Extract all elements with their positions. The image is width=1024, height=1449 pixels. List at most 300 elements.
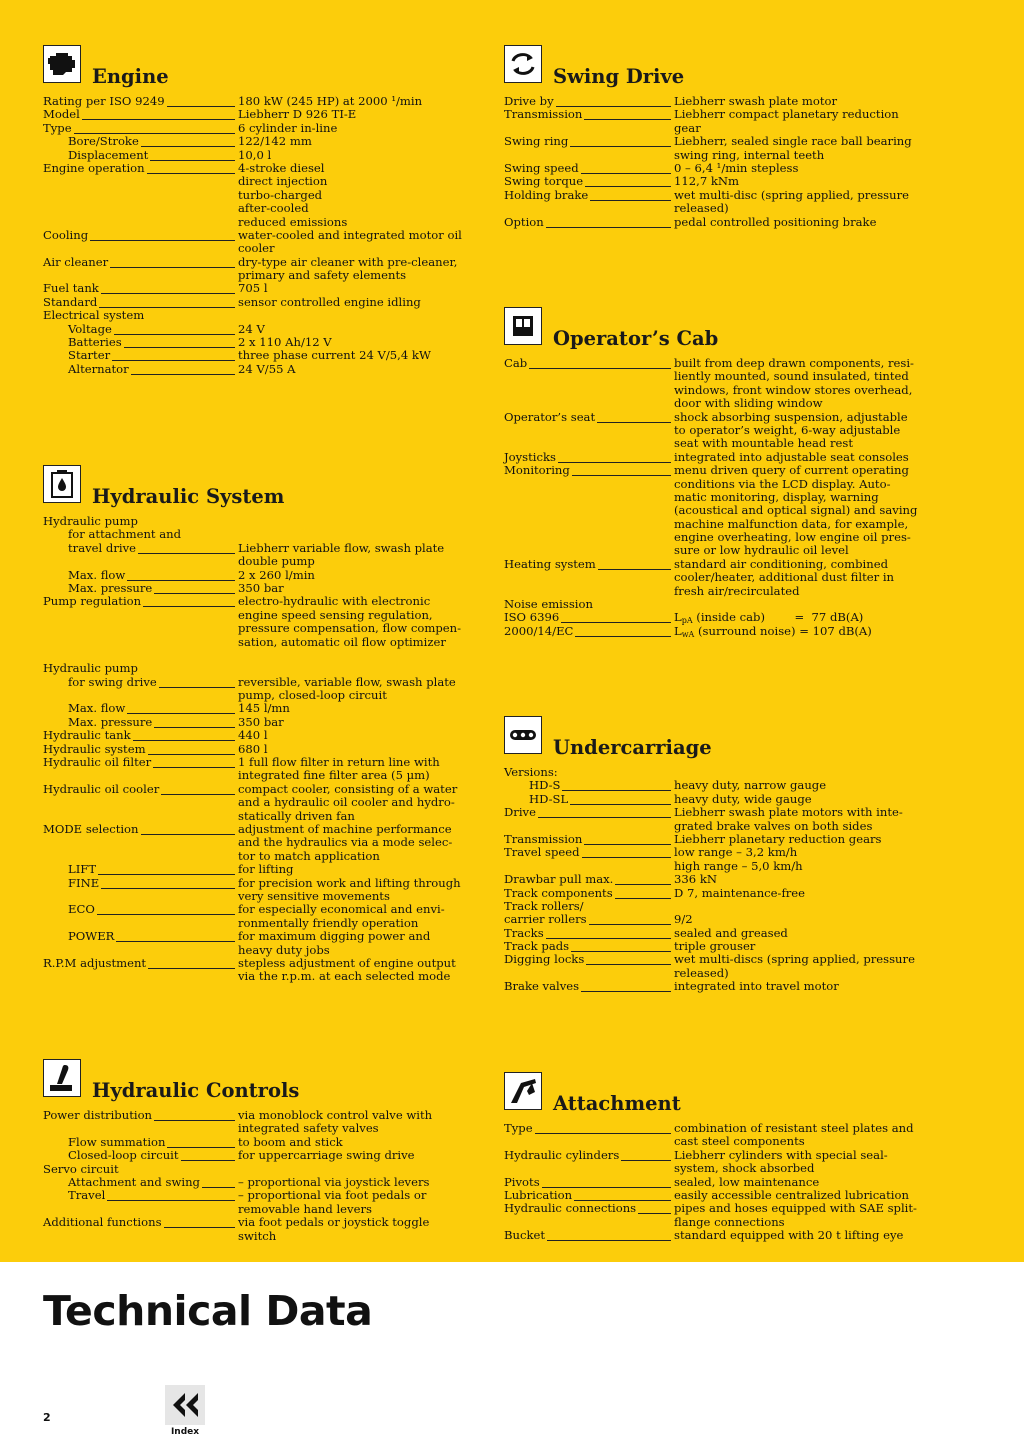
spec-label: Versions: [504, 765, 558, 779]
spec-label: Drive [504, 805, 536, 820]
spec-label: Transmission [504, 107, 583, 122]
spec-value-text: integrated fine filter area (5 µm) [238, 768, 430, 783]
spec-value [238, 269, 406, 282]
spec-value-text: for especially economical and envi- [238, 902, 445, 917]
page-number: 2 [43, 1411, 51, 1424]
spec-value [674, 1149, 888, 1162]
spec-label: travel drive [68, 540, 137, 555]
spec-label: Power distribution [43, 1108, 153, 1122]
spec-value [238, 729, 268, 742]
spec-value-text: seat with mountable head rest [674, 436, 854, 451]
spec-label: Displacement [68, 147, 149, 162]
spec-value [674, 397, 823, 410]
spec-value-text: and the hydraulics via a mode selec- [238, 835, 453, 850]
spec-value [238, 582, 284, 595]
spec-value [674, 793, 812, 806]
spec-value-text: 145 l/mn [238, 701, 290, 716]
page-title: Technical Data [43, 1287, 373, 1335]
spec-label: Additional functions [43, 1215, 162, 1230]
spec-value-text: Liebherr variable flow, swash plate [238, 540, 445, 555]
spec-label: Starter [68, 348, 111, 363]
spec-value-text: water-cooled and integrated motor oil [238, 227, 462, 242]
spec-label: Option [504, 214, 544, 229]
spec-value-text: cast steel components [674, 1134, 805, 1149]
spec-value [238, 1176, 429, 1189]
spec-label: HD-SL [529, 791, 569, 806]
spec-value [238, 890, 390, 903]
spec-value-text: dry-type air cleaner with pre-cleaner, [238, 254, 458, 269]
spec-value [674, 860, 803, 873]
spec-value [674, 1135, 805, 1148]
spec-value-text: 336 kN [674, 872, 717, 887]
spec-value-text: for uppercarriage swing drive [238, 1148, 415, 1163]
spec-value [674, 1162, 814, 1175]
spec-value-text: fresh air/recirculated [674, 583, 800, 598]
spec-label: Pivots [504, 1174, 540, 1189]
spec-value [238, 349, 431, 362]
spec-value-text: low range – 3,2 km/h [674, 845, 798, 860]
spec-value-text: to operator’s weight, 6-way adjustable [674, 422, 901, 437]
spec-value [238, 823, 452, 836]
spec-value [674, 913, 693, 926]
spec-value [238, 1149, 415, 1162]
spec-label: Hydraulic tank [43, 728, 131, 743]
spec-value [238, 216, 347, 229]
spec-value-text: triple grouser [674, 939, 756, 954]
spec-value-text: 1 full flow filter in return line with [238, 755, 440, 770]
spec-value-text: 0 – 6,4 ¹/min stepless [674, 160, 799, 175]
spec-value-text: 4-stroke diesel [238, 160, 325, 175]
spec-value-text: 2 x 110 Ah/12 V [238, 335, 332, 350]
spec-value [674, 357, 914, 370]
spec-value-text: switch [238, 1228, 277, 1243]
spec-label: Hydraulic oil cooler [43, 781, 160, 796]
spec-value-text: sealed, low maintenance [674, 1174, 820, 1189]
spec-value [238, 957, 456, 970]
spec-value [238, 944, 330, 957]
spec-label: Hydraulic pump [43, 661, 138, 676]
spec-value [238, 323, 265, 336]
spec-label: Closed-loop circuit [68, 1148, 179, 1163]
spec-value-text: 680 l [238, 741, 268, 756]
spec-value [674, 887, 805, 900]
spec-label: Transmission [504, 831, 583, 846]
spec-value-text: sensor controlled engine idling [238, 294, 421, 309]
spec-value-text: ronmentally friendly operation [238, 915, 419, 930]
spec-value-text: 24 V [238, 321, 265, 336]
spec-label: LIFT [68, 862, 97, 877]
spec-value-text: statically driven fan [238, 808, 355, 823]
spec-value [674, 370, 909, 383]
spec-value [238, 877, 461, 890]
spec-value [238, 636, 446, 649]
spec-value [674, 189, 909, 202]
spec-label: Swing ring [504, 134, 569, 149]
spec-label: Joysticks [504, 449, 556, 464]
spec-value-text: released) [674, 965, 729, 980]
spec-label: Fuel tank [43, 281, 99, 296]
spec-value-text: 6 cylinder in-line [238, 120, 338, 135]
spec-value-text: matic monitoring, display, warning [674, 489, 879, 504]
spec-value-text: via monoblock control valve with [238, 1108, 433, 1122]
section-title: Attachment [553, 1092, 681, 1115]
spec-label: Track rollers/ [504, 898, 584, 913]
spec-value-text: direct injection [238, 174, 328, 189]
spec-value-text: pressure compensation, flow compen- [238, 621, 461, 636]
spec-value [238, 282, 268, 295]
spec-value-text: to boom and stick [238, 1134, 343, 1149]
spec-value-text: 10,0 l [238, 147, 272, 162]
spec-label: Swing speed [504, 160, 579, 175]
spec-value-text: sation, automatic oil flow optimizer [238, 634, 446, 649]
spec-value [674, 531, 911, 544]
spec-value-text: Liebherr D 926 TI-E [238, 107, 357, 122]
spec-value-text: sure or low hydraulic oil level [674, 543, 849, 558]
spec-value-text: pedal controlled positioning brake [674, 214, 877, 229]
spec-label: Flow summation [68, 1134, 166, 1149]
spec-label: Brake valves [504, 979, 580, 994]
spec-label: Drawbar pull max. [504, 872, 614, 887]
spec-value-text: and a hydraulic oil cooler and hydro- [238, 795, 455, 810]
spec-value [238, 836, 452, 849]
spec-value [674, 424, 900, 437]
spec-value-text: electro-hydraulic with electronic [238, 594, 431, 609]
spec-value-text: gear [674, 120, 701, 135]
spec-value [674, 504, 917, 517]
spec-value [238, 622, 461, 635]
spec-value-text: via foot pedals or joystick toggle [238, 1215, 430, 1230]
spec-label: Max. pressure [68, 580, 153, 595]
spec-value [238, 555, 315, 568]
spec-value-text: 180 kW (245 HP) at 2000 ¹/min [238, 94, 423, 108]
section-title: Engine [92, 65, 169, 88]
spec-value-text: turbo-charged [238, 187, 323, 202]
spec-value-text: 350 bar [238, 714, 284, 729]
spec-value [238, 296, 421, 309]
spec-label: Pump regulation [43, 594, 142, 609]
spec-value-text: engine overheating, low engine oil pres- [674, 530, 911, 545]
spec-value [674, 1189, 909, 1202]
spec-value-text: grated brake valves on both sides [674, 818, 873, 833]
spec-label: Model [43, 107, 80, 122]
spec-value-text: Liebherr cylinders with special seal- [674, 1147, 888, 1162]
spec-label: R.P.M adjustment [43, 955, 147, 970]
spec-value-text: primary and safety elements [238, 268, 407, 283]
spec-label: Batteries [68, 335, 122, 350]
spec-value [238, 162, 325, 175]
spec-value [238, 1109, 432, 1122]
spec-value [238, 595, 430, 608]
section-title: Hydraulic Controls [92, 1079, 300, 1102]
double-chevron-left-icon[interactable] [165, 1385, 205, 1425]
spec-value-text: 122/142 mm [238, 134, 312, 149]
spec-label: Cab [504, 356, 528, 370]
spec-value-text: built from deep drawn components, resi- [674, 356, 914, 370]
spec-value [238, 850, 380, 863]
spec-value [238, 689, 387, 702]
spec-value-text: easily accessible centralized lubrication [674, 1187, 909, 1202]
spec-value [674, 464, 909, 477]
spec-value-text: removable hand levers [238, 1201, 372, 1216]
spec-value-text: system, shock absorbed [674, 1161, 815, 1176]
track-icon [504, 716, 542, 754]
spec-value-text: Liebherr planetary reduction gears [674, 831, 882, 846]
spec-value [674, 202, 729, 215]
spec-label: Rating per ISO 9249 [43, 94, 165, 108]
spec-value [674, 384, 912, 397]
rotate-arrows-icon [504, 45, 542, 83]
spec-value-text: menu driven query of current operating [674, 463, 909, 478]
spec-value-text: heavy duty, narrow gauge [674, 778, 827, 793]
spec-value [674, 820, 872, 833]
spec-value-subscript: wA [681, 629, 695, 639]
spec-value [238, 135, 312, 148]
spec-value [238, 242, 275, 255]
spec-value-text: conditions via the LCD display. Auto- [674, 476, 891, 491]
spec-value-text: Liebherr swash plate motor [674, 94, 838, 108]
spec-label: for swing drive [68, 674, 157, 689]
spec-value [674, 980, 839, 993]
section-title: Hydraulic System [92, 485, 285, 508]
spec-label: Max. pressure [68, 714, 153, 729]
spec-value-text: after-cooled [238, 201, 309, 216]
spec-label: carrier rollers [504, 912, 587, 927]
spec-value-subscript: pA [681, 616, 693, 626]
spec-label: Lubrication [504, 1187, 573, 1202]
spec-value [674, 135, 912, 148]
spec-value [674, 518, 908, 531]
spec-value [238, 175, 327, 188]
spec-label: Voltage [68, 321, 112, 336]
spec-value [238, 769, 430, 782]
spec-label: ISO 6396 [504, 610, 560, 625]
spec-value-text: compact cooler, consisting of a water [238, 781, 458, 796]
spec-value-text: wet multi-discs (spring applied, pressure [674, 952, 915, 967]
spec-value-text: L [674, 610, 682, 625]
spec-value [674, 779, 826, 792]
spec-value [674, 846, 797, 859]
spec-value-text: 112,7 kNm [674, 174, 740, 189]
spec-value-text: adjustment of machine performance [238, 821, 452, 836]
spec-value [238, 783, 457, 796]
cab-icon [504, 307, 542, 345]
spec-label: Hydraulic cylinders [504, 1147, 620, 1162]
spec-value [238, 702, 290, 715]
spec-value-text: three phase current 24 V/5,4 kW [238, 348, 431, 363]
spec-value [674, 162, 798, 175]
spec-label: Engine operation [43, 160, 145, 175]
index-label[interactable]: Index [170, 1427, 200, 1437]
spec-value-text: sealed and greased [674, 925, 788, 940]
spec-value-text: 24 V/55 A [238, 361, 296, 376]
spec-value-text: 9/2 [674, 912, 693, 927]
spec-label: HD-S [529, 778, 561, 793]
spec-value-text: swing ring, internal teeth [674, 147, 825, 162]
spec-value-text: for precision work and lifting through [238, 875, 461, 890]
spec-value [674, 1176, 819, 1189]
spec-value-text: L [674, 623, 682, 638]
spec-value-text: heavy duty, wide gauge [674, 791, 812, 806]
spec-label: FINE [68, 875, 100, 890]
spec-value [238, 229, 462, 242]
spec-value-text: double pump [238, 554, 315, 569]
spec-value-text: reduced emissions [238, 214, 348, 229]
spec-value [674, 95, 837, 108]
spec-value-text: machine malfunction data, for example, [674, 516, 909, 531]
spec-value [674, 1216, 785, 1229]
spec-value [238, 1122, 379, 1135]
spec-value [238, 95, 422, 108]
spec-value-text: Liebherr swash plate motors with inte- [674, 805, 903, 820]
spec-label: Travel speed [504, 845, 580, 860]
spec-label: Max. flow [68, 567, 126, 582]
spec-label: POWER [68, 929, 115, 944]
spec-value-text: windows, front window stores overhead, [674, 382, 913, 397]
spec-label: Operator’s seat [504, 409, 596, 424]
spec-value-text: (acoustical and optical signal) and saving [674, 503, 918, 518]
spec-value [674, 122, 701, 135]
spec-value [238, 810, 355, 823]
spec-value-text: flange connections [674, 1214, 785, 1229]
spec-value-text: via the r.p.m. at each selected mode [238, 969, 451, 984]
spec-value [674, 571, 894, 584]
spec-value [674, 967, 729, 980]
spec-value-text: combination of resistant steel plates and [674, 1121, 914, 1135]
spec-value [238, 609, 433, 622]
spec-value [238, 1203, 372, 1216]
spec-value-text: shock absorbing suspension, adjustable [674, 409, 908, 424]
spec-value [238, 1216, 429, 1229]
spec-value-text: D 7, maintenance-free [674, 885, 806, 900]
spec-value-text: standard equipped with 20 t lifting eye [674, 1228, 904, 1243]
spec-value [238, 676, 456, 689]
spec-value-text: – proportional via joystick levers [238, 1174, 430, 1189]
spec-value [238, 149, 271, 162]
spec-value [238, 336, 332, 349]
spec-value-text: Liebherr, sealed single race ball bearing [674, 134, 912, 149]
spec-value [674, 437, 853, 450]
spec-value-text: door with sliding window [674, 396, 823, 411]
spec-label: Attachment and swing [68, 1174, 200, 1189]
spec-value-text: 705 l [238, 281, 268, 296]
spec-label: Tracks [504, 925, 544, 940]
joystick-icon [43, 1059, 81, 1097]
oil-tank-icon [43, 465, 81, 503]
spec-value [674, 833, 881, 846]
spec-label: Track pads [504, 939, 570, 954]
spec-value-text: integrated safety valves [238, 1121, 379, 1136]
spec-value-text: heavy duty jobs [238, 942, 330, 957]
spec-value-text: 2 x 260 l/min [238, 567, 315, 582]
spec-value [238, 1189, 426, 1202]
spec-value-text: standard air conditioning, combined [674, 556, 889, 571]
spec-value-text: stepless adjustment of engine output [238, 955, 456, 970]
spec-label: Type [43, 120, 72, 135]
spec-value-tail: (inside cab) = 77 dB(A) [692, 610, 864, 625]
spec-value-text: for lifting [238, 862, 294, 877]
spec-label: Cooling [43, 227, 89, 242]
spec-value [238, 903, 445, 916]
spec-value-text: high range – 5,0 km/h [674, 858, 803, 873]
spec-label: Type [504, 1121, 533, 1135]
spec-value-text: Liebherr compact planetary reduction [674, 107, 899, 122]
spec-value [674, 1122, 914, 1135]
spec-value-text: very sensitive movements [238, 888, 390, 903]
spec-value [674, 491, 879, 504]
spec-value [674, 108, 899, 121]
spec-label: Travel [68, 1188, 106, 1203]
spec-value-text: – proportional via foot pedals or [238, 1188, 427, 1203]
spec-label: Monitoring [504, 463, 570, 478]
index-button[interactable] [165, 1385, 205, 1439]
spec-label: Swing torque [504, 174, 584, 189]
spec-label: for attachment and [68, 527, 182, 542]
spec-label: Bore/Stroke [68, 134, 139, 149]
spec-value [674, 175, 739, 188]
spec-label: Alternator [68, 361, 129, 376]
spec-value [674, 1202, 917, 1215]
spec-value [238, 189, 322, 202]
spec-value [238, 863, 293, 876]
spec-value [238, 716, 284, 729]
spec-value-text: for maximum digging power and [238, 929, 431, 944]
spec-value-text: pipes and hoses equipped with SAE split- [674, 1201, 917, 1216]
spec-value [674, 216, 876, 229]
spec-value-text: reversible, variable flow, swash plate [238, 674, 456, 689]
spec-value [674, 873, 717, 886]
spec-value [238, 569, 315, 582]
spec-value [238, 917, 418, 930]
section-title: Undercarriage [553, 736, 712, 759]
spec-value-text: integrated into adjustable seat consoles [674, 449, 909, 464]
spec-value [674, 940, 755, 953]
spec-label: Drive by [504, 94, 554, 108]
spec-value [674, 558, 888, 571]
spec-label: MODE selection [43, 821, 139, 836]
spec-label: Servo circuit [43, 1161, 119, 1176]
spec-label: Hydraulic connections [504, 1201, 637, 1216]
spec-value-text: wet multi-disc (spring applied, pressure [674, 187, 909, 202]
spec-value [674, 585, 800, 598]
spec-value-tail: (surround noise) = 107 dB(A) [694, 623, 872, 638]
spec-value-text: 440 l [238, 728, 268, 743]
spec-value [238, 542, 444, 555]
spec-value [238, 363, 296, 376]
spec-label: Heating system [504, 556, 596, 571]
spec-value [674, 625, 872, 641]
spec-value-text: pump, closed-loop circuit [238, 688, 387, 703]
spec-value-text: liently mounted, sound insulated, tinted [674, 369, 909, 384]
section-title: Operator’s Cab [553, 327, 719, 350]
spec-value [674, 544, 849, 557]
spec-value [238, 1136, 343, 1149]
spec-value [238, 796, 455, 809]
spec-value-text: cooler [238, 241, 275, 256]
spec-value [674, 927, 788, 940]
spec-value [674, 953, 915, 966]
spec-value-text: tor to match application [238, 848, 380, 863]
engine-icon [43, 45, 81, 83]
spec-value [674, 1229, 903, 1242]
spec-label: Air cleaner [43, 254, 109, 269]
spec-value [238, 256, 457, 269]
spec-label: Noise emission [504, 597, 593, 612]
spec-label: Max. flow [68, 701, 126, 716]
section-title: Swing Drive [553, 65, 685, 88]
spec-label: Holding brake [504, 187, 589, 202]
spec-value-text: cooler/heater, additional dust filter in [674, 570, 894, 585]
spec-label: 2000/14/EC [504, 623, 574, 638]
